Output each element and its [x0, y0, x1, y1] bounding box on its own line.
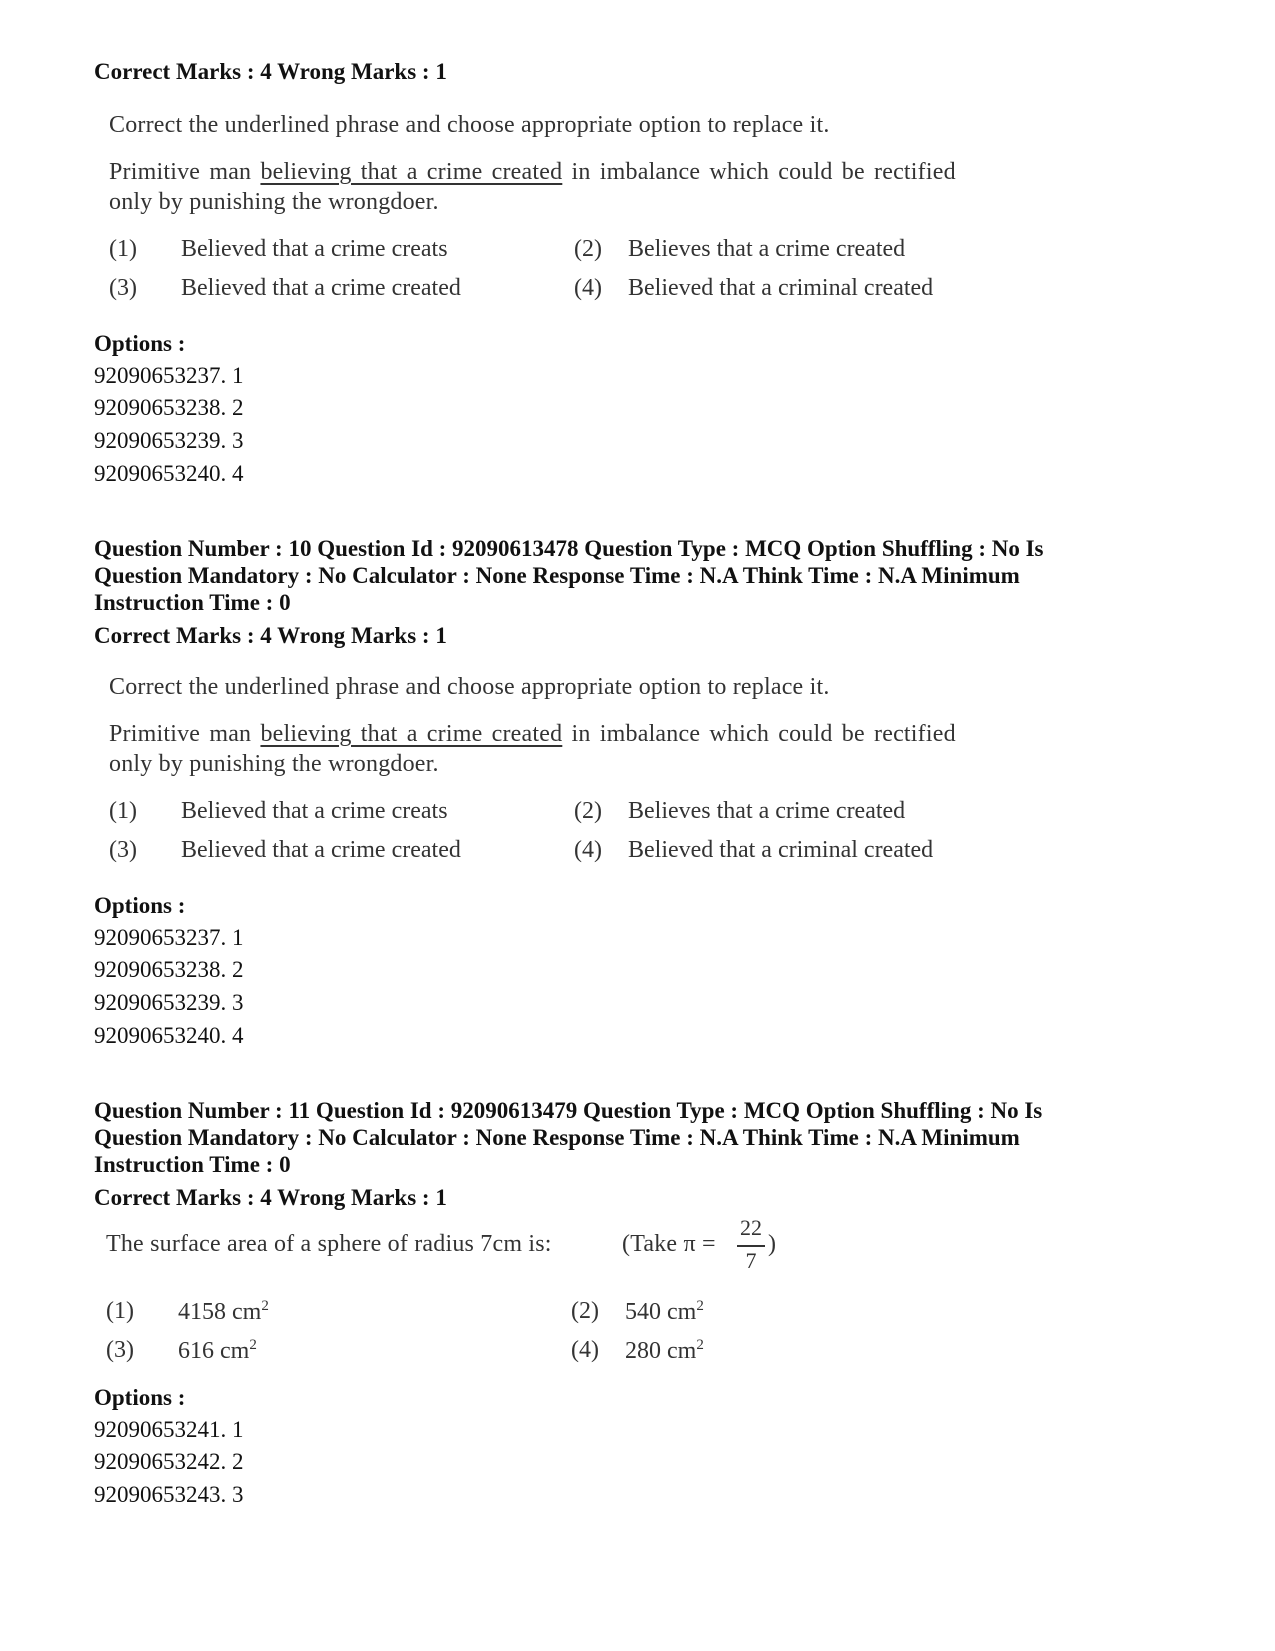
choice-number: (1)	[109, 798, 137, 824]
choice-number: (4)	[574, 275, 602, 301]
option-id: 92090653240. 4	[94, 461, 244, 486]
option-id: 92090653238. 2	[94, 395, 244, 420]
question-header-line: Question Number : 11 Question Id : 92090613479 Question Type : MCQ Option Shuffling : No Is	[94, 1098, 1043, 1123]
options-label: Options :	[94, 893, 186, 918]
question-header-line: Question Number : 10 Question Id : 92090613478 Question Type : MCQ Option Shuffling : No Is	[94, 536, 1044, 561]
choice-text: 540 $cm^2$	[625, 1298, 704, 1325]
choice-number: (3)	[109, 275, 137, 301]
sentence-post: in imbalance which could be rectified	[562, 721, 956, 747]
fraction-denominator: 7	[745, 1248, 757, 1273]
choice-number: (2)	[574, 236, 602, 262]
option-id: 92090653239. 3	[94, 990, 244, 1015]
choice-number: (4)	[574, 837, 602, 863]
underlined-phrase: believing that a crime created	[260, 721, 563, 747]
choice-text: 280 $cm^2$	[625, 1337, 704, 1364]
choice-text: Believed that a crime creats	[181, 236, 448, 262]
close-paren: )	[768, 1231, 777, 1257]
question-instruction: Correct the underlined phrase and choose appropriate option to replace it.	[109, 674, 830, 700]
question-header-line: Question Mandatory : No Calculator : None Response Time : N.A Think Time : N.A Minimum	[94, 563, 1020, 588]
choice-number: (3)	[106, 1337, 134, 1363]
choice-number: (3)	[109, 837, 137, 863]
marks-line: Correct Marks : 4 Wrong Marks : 1	[94, 623, 447, 648]
question-instruction: Correct the underlined phrase and choose appropriate option to replace it.	[109, 112, 830, 138]
underlined-phrase: believing that a crime created	[260, 159, 563, 185]
sentence-post: in imbalance which could be rectified	[562, 159, 956, 185]
question-sentence-line2: only by punishing the wrongdoer.	[109, 751, 439, 777]
marks-line: Correct Marks : 4 Wrong Marks : 1	[94, 1185, 447, 1210]
option-id: 92090653237. 1	[94, 363, 244, 388]
sentence-pre: Primitive man	[109, 721, 261, 747]
question-sentence	[109, 159, 956, 186]
option-id: 92090653238. 2	[94, 957, 244, 982]
choice-text: Believed that a crime created	[181, 275, 461, 301]
choice-number: (1)	[106, 1298, 134, 1324]
choice-text: Believes that a crime created	[628, 798, 906, 824]
choice-number: (2)	[574, 798, 602, 824]
choice-number: (1)	[109, 236, 137, 262]
option-id: 92090653241. 1	[94, 1417, 244, 1442]
option-id: 92090653243. 3	[94, 1482, 244, 1507]
options-label: Options :	[94, 1385, 186, 1410]
question-header-line: Instruction Time : 0	[94, 590, 291, 615]
option-id: 92090653242. 2	[94, 1449, 244, 1474]
choice-text: Believed that a criminal created	[628, 275, 934, 301]
question-header-line: Question Mandatory : No Calculator : None Response Time : N.A Think Time : N.A Minimum	[94, 1125, 1020, 1150]
choice-text: Believes that a crime created	[628, 236, 906, 262]
choice-text: Believed that a crime created	[181, 837, 461, 863]
take-pi-text: (Take π =	[622, 1231, 716, 1257]
question-text: The surface area of a sphere of radius 7cm is:	[106, 1231, 552, 1257]
sentence-pre: Primitive man	[109, 159, 261, 185]
choice-number: (2)	[571, 1298, 599, 1324]
question-sentence	[109, 721, 956, 748]
choice-text: 616 $cm^2$	[178, 1337, 257, 1364]
question-sentence-line2: only by punishing the wrongdoer.	[109, 189, 439, 215]
fraction-bar	[737, 1245, 765, 1247]
choice-text: 4158 $cm^2$	[178, 1298, 269, 1325]
choice-number: (4)	[571, 1337, 599, 1363]
option-id: 92090653237. 1	[94, 925, 244, 950]
option-id: 92090653239. 3	[94, 428, 244, 453]
choice-text: Believed that a criminal created	[628, 837, 934, 863]
options-label: Options :	[94, 331, 186, 356]
choice-text: Believed that a crime creats	[181, 798, 448, 824]
option-id: 92090653240. 4	[94, 1023, 244, 1048]
question-header-line: Instruction Time : 0	[94, 1152, 291, 1177]
marks-line: Correct Marks : 4 Wrong Marks : 1	[94, 59, 447, 84]
fraction-numerator: 22	[740, 1215, 762, 1240]
